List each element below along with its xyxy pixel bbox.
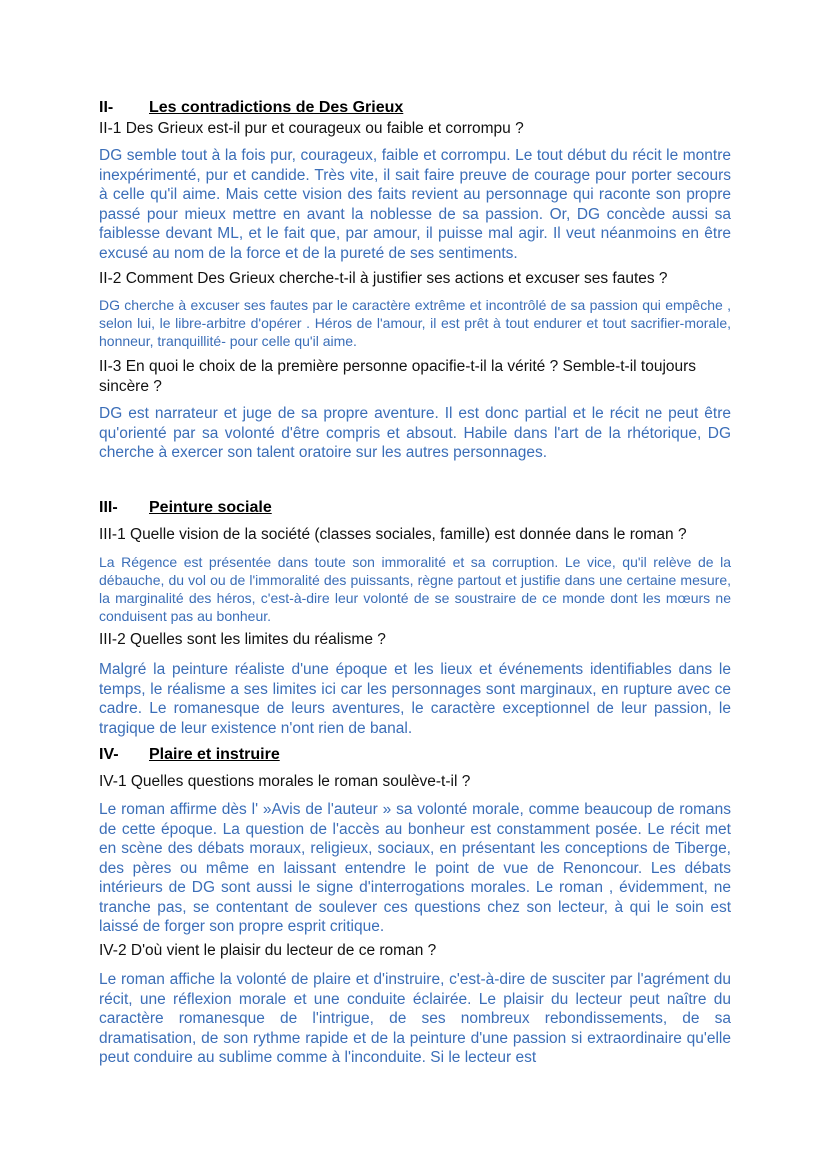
section-title: Les contradictions de Des Grieux [149,99,404,116]
question-iii-2: III-2 Quelles sont les limites du réalisme ? [99,631,386,648]
answer-ii-3: DG est narrateur et juge de sa propre aventure. Il est donc partial et le récit ne peut être qu'orienté par sa volonté d'être compris et absout. Habile dans l'art de la rhétorique, DG cherche à exercer son talent oratoire sur les autres personnages. [99,405,731,461]
question-ii-1: II-1 Des Grieux est-il pur et courageux ou faible et corrompu ? [99,120,524,137]
answer-iii-1: La Régence est présentée dans toute son immoralité et sa corruption. Le vice, qu'il relève de la débauche, du vol ou de l'immoralité des puissants, règne partout et justifie dans une certaine mesure, la marginalité des héros, c'est-à-dire leur volonté de se soustraire de ce monde dont les mœurs ne conduisent pas au bonheur. [99,554,731,624]
answer-iv-1: Le roman affirme dès l' »Avis de l'auteur » sa volonté morale, comme beaucoup de romans de cette époque. La question de l'accès au bonheur est constamment posée. Le récit met en scène des débats moraux, religieux, sociaux, en présentant les conceptions de Tiberge, des pères ou même en laissant entendre le point de vue de Renoncour. Les débats intérieurs de DG sont aussi le signe d'interrogations morales. Le roman , évidemment, ne tranche pas, se contentant de soulever ces questions chez son lecteur, à qui le soin est laissé de forger son propre esprit critique. [99,801,731,935]
answer-iv-2: Le roman affiche la volonté de plaire et d'instruire, c'est-à-dire de susciter par l'agrément du récit, une réflexion morale et une conduite éclairée. Le plaisir du lecteur peut naître du caractère romanesque de l'intrigue, de ses nombreux rebondissements, de sa dramatisation, de son rythme rapide et de la peinture d'une passion si extraordinaire qu'elle peut conduire au sublime comme à l'inconduite. Si le lecteur est [99,971,731,1066]
section-heading-ii [99,98,731,118]
question-iv-2: IV-2 D'où vient le plaisir du lecteur de ce roman ? [99,942,437,959]
section-heading-iii [99,498,731,518]
section-number: II- [99,99,114,116]
question-iv-1: IV-1 Quelles questions morales le roman soulève-t-il ? [99,773,471,790]
answer-ii-1: DG semble tout à la fois pur, courageux, faible et corrompu. Le tout début du récit le montre inexpérimenté, pur et candide. Très vite, il sait faire preuve de courage pour porter secours à celle qu'il aime. Mais cette vision des faits revient au personnage qui raconte son propre passé pour mieux mettre en avant la noblesse de sa passion. Or, DG concède aussi sa faiblesse devant ML, et le fait que, par amour, il puisse mal agir. Il veut néanmoins en être excusé au nom de la force et de la pureté de ses sentiments. [99,147,731,262]
answer-ii-2: DG cherche à excuser ses fautes par le caractère extrême et incontrôlé de sa passion qui empêche , selon lui, le libre-arbitre d'opérer . Héros de l'amour, il est prêt à tout endurer et tout sacrifier-morale, honneur, tranquillité- pour celle qu'il aime. [99,297,731,349]
answer-iii-2: Malgré la peinture réaliste d'une époque et les lieux et événements identifiables dans le temps, le réalisme a ses limites ici car les personnages sont marginaux, en rupture avec ce cadre. Le romanesque de leurs aventures, le caractère exceptionnel de leur passion, le tragique de leur existence n'ont rien de banal. [99,661,731,737]
question-ii-3: II-3 En quoi le choix de la première personne opacifie-t-il la vérité ? Semble-t-il toujours sincère ? [99,358,697,395]
question-iii-1: III-1 Quelle vision de la société (classes sociales, famille) est donnée dans le roman ? [99,526,687,543]
section-title: Peinture sociale [149,499,272,516]
section-title: Plaire et instruire [149,746,280,763]
section-heading-iv [99,745,731,765]
section-number: IV- [99,746,119,763]
section-number: III- [99,499,118,516]
question-ii-2: II-2 Comment Des Grieux cherche-t-il à justifier ses actions et excuser ses fautes ? [99,270,668,287]
